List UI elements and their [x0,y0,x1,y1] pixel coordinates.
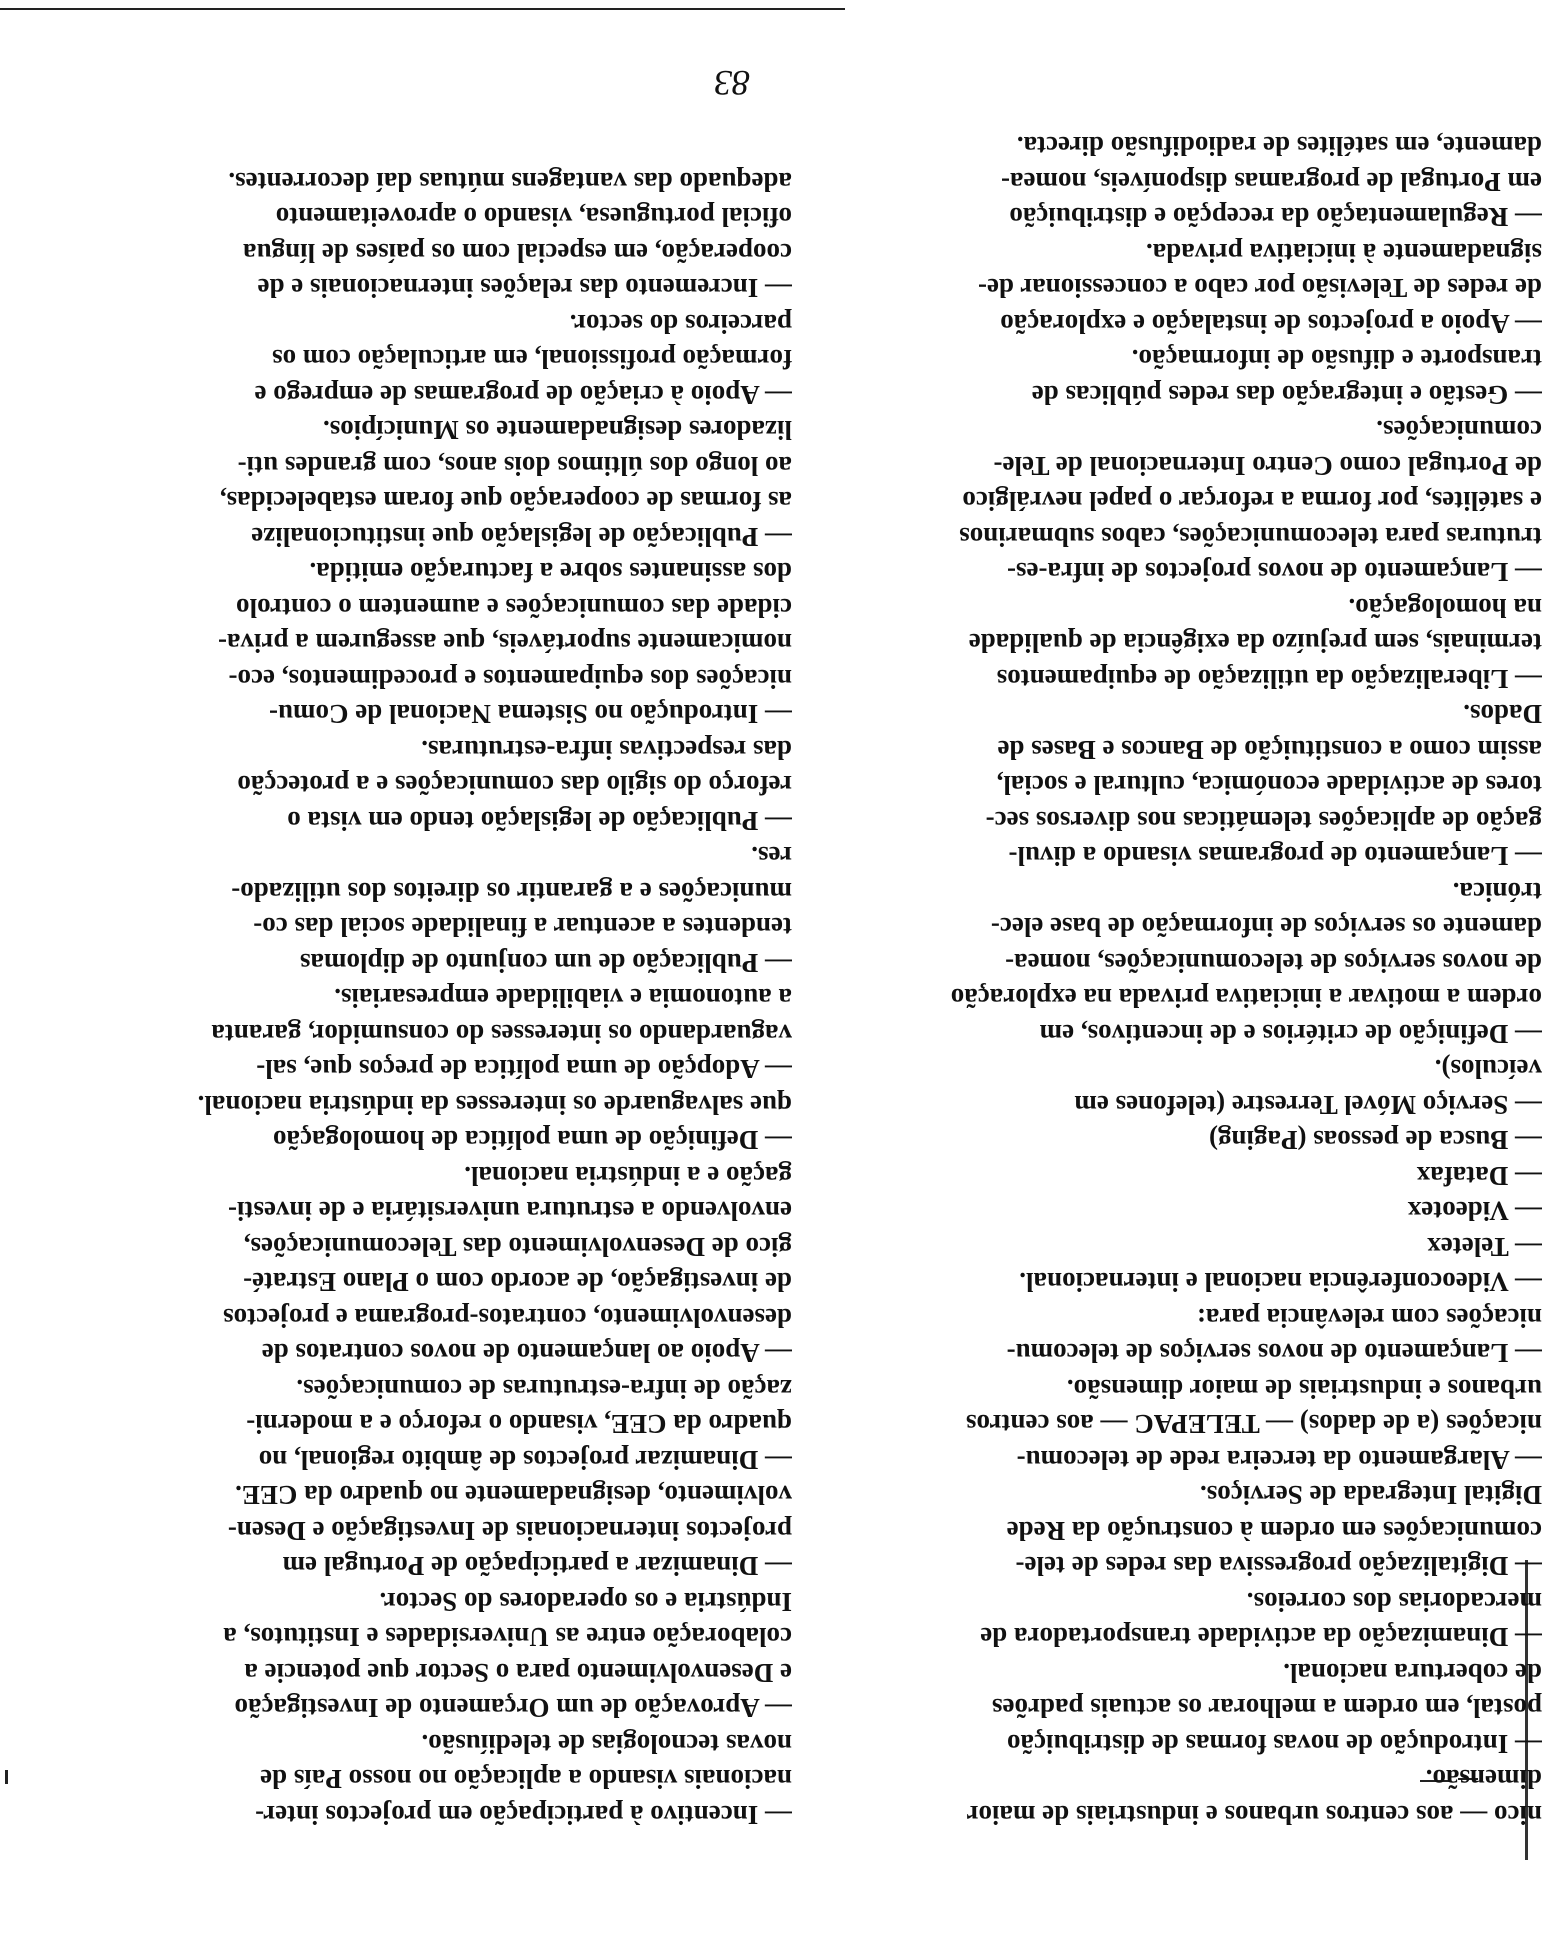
text-line: adequado das vantagens mútuas daí decorrentes. [228,167,792,197]
text-line: damente, em satélites de radiodifusão directa. [1016,131,1542,162]
text-line: colaboração entre as Universidades e Institutos, a [223,1622,792,1653]
text-line: reforço do sigilo das comunicações e a protecção [237,770,792,801]
text-line: terminais, sem prejuízo da exigência de qualidade [968,628,1542,659]
text-line: — Videotex [1407,1196,1542,1227]
text-line: — Apoio à criação de programas de emprego e [254,380,792,410]
text-line: — Adopção de uma política de preços que, sal- [256,1054,792,1085]
text-line: municações e a garantir os direitos dos utilizado- [231,877,792,907]
text-line: nico — aos centros urbanos e industriais de maior [966,1800,1542,1830]
text-line: nicações (a de dados) — TELEPAC — aos centros [965,1409,1542,1440]
text-line: novas tecnologias de telediíusão. [421,1729,792,1759]
text-line: transporte e difusão de informação. [1131,344,1542,375]
text-line: formação profissional, em articulação com os [272,344,792,375]
left-column [922,128,1542,1832]
text-line: cooperação, em especial com os países de língua [243,238,792,268]
text-line: tendentes a acentuar a finalidade social das co- [253,912,792,943]
text-line: mercadorias dos correios. [1246,1587,1542,1617]
text-line: desenvolvimento, contratos-programa e projectos [223,1303,792,1333]
text-line: — Publicação de legislação que institucionalize [251,522,792,552]
text-line: urbanos e industriais de maior dimensão. [1066,1374,1542,1404]
text-line: — Alargamento da terceira rede de telecomu- [1016,1445,1542,1475]
text-line: — Gestão e integração das redes públicas de [1031,380,1542,410]
text-line: — Liberalização da utilização de equipamentos [996,664,1542,694]
text-line: gação e a indústria nacional. [464,1161,792,1191]
text-line: ordem a motivar a iniciativa privada na exploração [950,983,1542,1014]
text-line: parceiros do sector. [569,309,792,339]
text-line: — Aprovação de um Orçamento de Investigação [234,1693,792,1724]
text-line: — Lançamento de programas visando a divul- [1008,841,1542,872]
text-line: as formas de cooperação que foram estabelecidas, [219,486,792,517]
text-line: em Portugal de programas disponíveis, nomea- [1001,167,1542,197]
text-line: nomicamente suportáveis, que assegurem a priva- [218,628,792,659]
text-line: comunicações em ordem à construção da Rede [1006,1516,1542,1546]
text-line: — Busca de pessoas (Paging) [1208,1125,1542,1156]
text-line: — Digitalização progressiva das redes de tele- [1015,1551,1542,1582]
text-line: oficial portuguesa, visando o aproveitamento [275,202,792,233]
text-line: assim como a constituição de Bancos e Bases de [997,735,1542,765]
text-line: — Serviço Móvel Terrestre (telefones em [1074,1090,1542,1120]
text-line: nacionais visando a aplicação no nosso País de [260,1764,792,1795]
text-line: dos assinantes sobre a facturação emitida. [309,557,792,588]
text-line: — Apoio ao lançamento de novos contratos de [261,1338,792,1369]
text-line: de redes de Televisão por cabo a concessionar de- [977,273,1542,304]
text-line: nicações com relevância para: [1196,1303,1542,1333]
text-line: de novos serviços de telecomunicações, nomea- [1005,948,1542,978]
text-line: — Incremento das relações internacionais e de [257,273,792,304]
text-line: — Publicação de um conjunto de diplomas [299,948,792,978]
text-line: — Teletex [1427,1232,1542,1262]
text-line: — Definição de uma política de homologação [273,1125,792,1156]
text-line: dimensão. [1425,1764,1542,1795]
text-line: volvimento, designadamente no quadro da CEE. [235,1480,792,1511]
text-line: veículos). [1434,1054,1542,1085]
text-line: Indústria e os operadores do Sector. [379,1587,792,1617]
text-line: de investigação, de acordo com o Plano Estraté- [243,1267,792,1298]
text-line: — Dinamização da actividade transportadora de [980,1622,1542,1653]
text-line: e satélites, por forma a reforçar o papel nevrálgico [962,486,1542,517]
text-line: — Apoio a projectos de instalação e exploração [1000,309,1542,339]
page-number: 83 [714,63,750,103]
text-line: a autonomia e viabilidade empresariais. [334,983,792,1014]
text-line: zação de infra-estruturas de comunicações. [296,1374,792,1404]
text-line: de cobertura nacional. [1283,1658,1542,1688]
text-line: gação de aplicações telemáticas nos diversos sec- [985,806,1542,836]
text-line: truturas para telecomunicações, cabos submarinos [959,522,1542,552]
text-line: quadro da CEE, visando o reforço e a moderni- [246,1409,792,1440]
text-line: de Portugal como Centro Internacional de Tele- [993,451,1542,481]
text-line: signadamente à iniciativa privada. [1145,238,1542,268]
text-line: — Lançamento de novos serviços de telecomu- [1006,1338,1542,1369]
text-line: — Lançamento de novos projectos de infra-es- [1007,557,1542,588]
text-line: — Datafax [1416,1161,1542,1191]
text-line: — Definição de critérios e de incentivos, em [1039,1019,1542,1049]
text-line: ao longo dos últimos dois anos, com grandes uti- [237,451,792,481]
text-line: — Introdução de novas formas de distribuição [1006,1729,1542,1759]
text-line: Dados. [1463,699,1542,730]
text-line: postal, em ordem a melhorar os actuais padrões [992,1693,1542,1724]
text-line: gico de Desenvolvimento das Telecomunicações, [243,1232,792,1262]
text-line: lizadores designadamente os Municípios. [322,415,792,446]
text-line: — Videoconferência nacional e internacional. [1019,1267,1542,1298]
text-line: projectos internacionais de Investigação e Desen- [227,1516,792,1546]
text-line: tores de actividade económica, cultural e social, [996,770,1542,801]
text-line: res. [751,841,792,872]
right-column [172,164,792,1833]
text-line: na homologação. [1348,593,1542,623]
text-line: — Introdução no Sistema Nacional de Comu- [268,699,792,730]
text-line: cidade das comunicações e aumentem o controlo [236,593,792,623]
text-line: nicações dos equipamentos e procedimentos, eco- [228,664,792,694]
text-line: — Publicação de legislação tendo em vista o [287,806,792,836]
text-line: — Regulamentação da recepção e distribuição [1009,202,1542,233]
text-line: Digital Integrada de Serviços. [1200,1480,1542,1511]
text-line: comunicações. [1376,415,1542,446]
text-line: vaguardando os interesses do consumidor, garanta [211,1019,792,1049]
text-line: e Desenvolvimento para o Sector que potencie a [244,1658,792,1688]
text-line: das respectivas infra-estruturas. [421,735,792,765]
text-line: trónica. [1452,877,1542,907]
text-line: — Dinamizar a participação de Portugal em [282,1551,792,1582]
text-line: — Incentivo à participação em projectos inter- [255,1800,792,1830]
text-line: envolvendo a estrutura universitária e de investi- [228,1196,792,1227]
text-line: damente os serviços de informação de base elec- [990,912,1542,943]
text-line: que salvaguarde os interesses da indústria nacional. [197,1090,792,1120]
text-line: — Dinamizar projectos de âmbito regional, no [258,1445,792,1475]
